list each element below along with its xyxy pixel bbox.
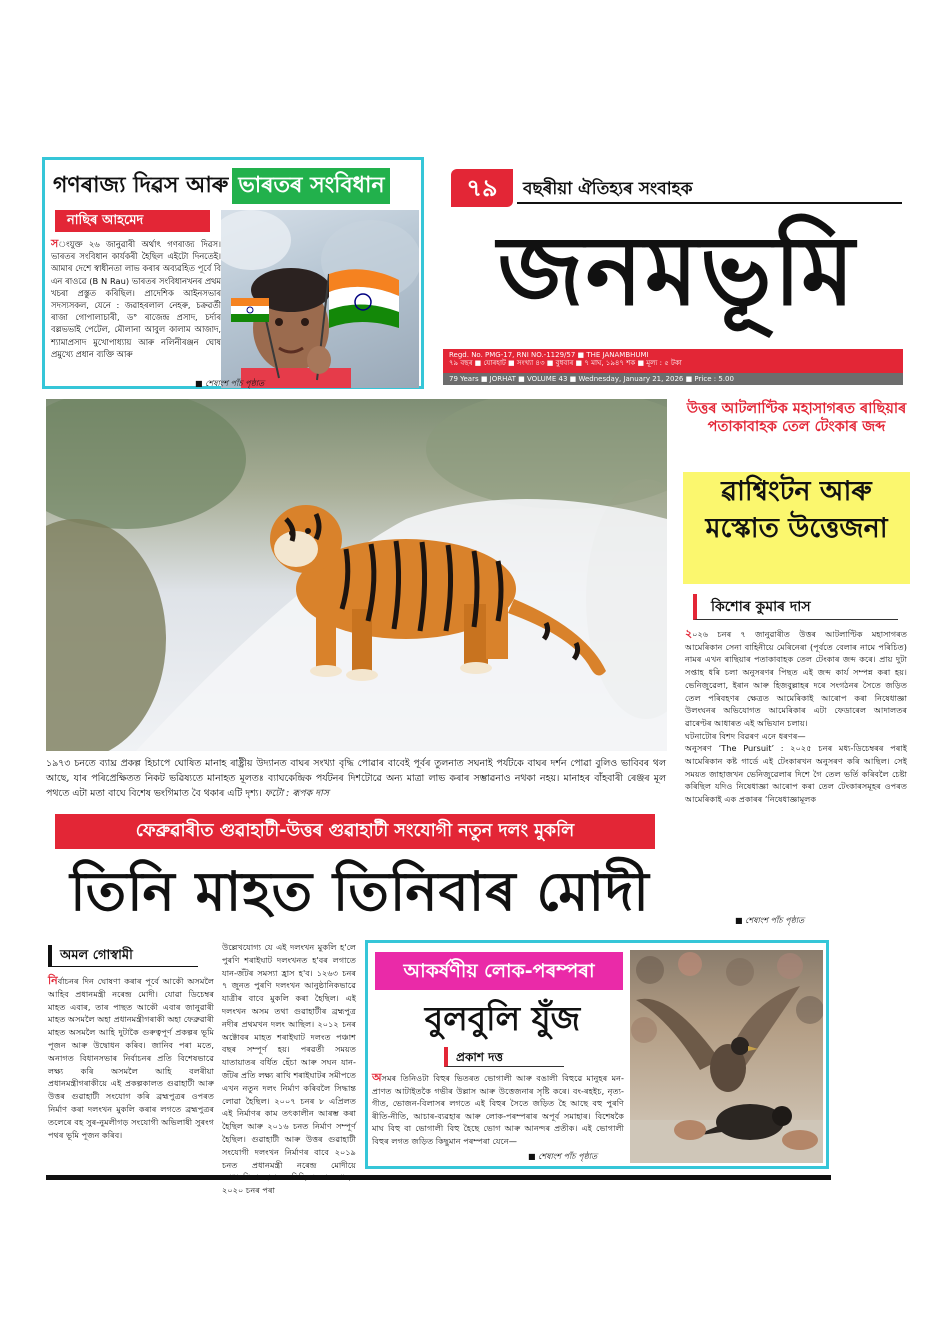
page-bottom-rule [46, 1175, 831, 1180]
child-flags-illustration [221, 210, 419, 388]
right-drop-cap: ২ [685, 627, 693, 640]
right-story-headline: ৱাশ্বিংটন আৰু মস্কোত উত্তেজনা [683, 472, 910, 584]
newspaper-name: জনমভূমি [497, 214, 857, 327]
masthead-info-bar [443, 349, 903, 373]
right-story-body [685, 628, 907, 806]
folk-body-text: সমৰ তিনিওটা বিহুৰ ভিতৰত ভোগালী আৰু বঙালী বিহুৱে মানুহৰ মন-প্ৰাণত আটাইতকৈ গভীৰ উল্লাস আৰু উত্তেজনাৰ সৃষ্টি কৰে। বং-ৰহইচ, নৃত্য-গীত, ভোজন-বিলাসৰ লগতে এই বিহুৰ সৈতে জড়িত হৈ আছে বহু পুৰণি ৰীতি-নীতি, আচাৰ-ব্যৱহাৰ আৰু লোক-পৰম্পৰাৰ অপূৰ্ব সমাহাৰ। বিশেষকৈ মাঘ বিহু বা ভোগালী বিহু হৈছে ভোগ আৰু আনন্দৰ প্ৰতীক। এই ভোগালী বিহুৰ লগত জড়িত কিছুমান পৰম্পৰা যেনে— [372, 1073, 624, 1146]
feature-author: নাছিৰ আহমেদ [55, 210, 210, 232]
tiger-caption [46, 756, 666, 801]
folk-feature-body [372, 1072, 624, 1147]
lead-story-author: অমল গোস্বামী [48, 945, 198, 967]
masthead-tagline: বছৰীয়া ঐতিহ্যৰ সংবাহক [523, 179, 693, 199]
feature-title [53, 168, 390, 204]
lead-story-column-1 [48, 975, 214, 1141]
feature-box-republic-day [42, 157, 424, 389]
folk-feature-headline: বুলবুলি যুঁজ [424, 999, 581, 1038]
right-story-kicker: উত্তৰ আটলাণ্টিক মহাসাগৰত ৰাছিয়াৰ পতাকাবাহক তেল টেংকাৰ জব্দ [686, 401, 907, 435]
feature-drop-cap: স [51, 237, 59, 250]
years-badge: ৭৯ [451, 169, 513, 207]
feature-body-text: ংযুক্ত ২৬ জানুৱাৰী অৰ্থাৎ গণৰাজ্য দিৱস। ভাৰতৰ সংবিধান কাৰ্যকৰী হৈছিল এইটো দিনতেই। আমাৰ দেশে স্বাধীনতা লাভ কৰাৰ অব্যৱহিত পূৰ্বে বি এন ৰাওৱে (B N Rau) ভাৰতৰ সংবিধানখনৰ প্ৰথম খচৰা প্ৰস্তুত কৰিছিল। প্ৰাদেশিক আইনসভাৰ সদস্যসকল, যেনে : জৱাহৰলাল নেহৰু, চক্ৰৱৰ্তী ৰাজা গোপালাচাৰী, ড° ৰাজেন্দ্ৰ প্ৰসাদ, চৰ্দাৰ বল্লভভাই পেটেল, মৌলানা আবুল কালাম আজাদ, শ্যামাপ্ৰসাদ মুখোপাধ্যায় আৰু নলিনীৰঞ্জন ঘোষ প্ৰমুখ্যে প্ৰধান ব্যক্তি আৰু [51, 239, 221, 359]
bridge-kicker: ফেব্ৰুৱাৰীত গুৱাহাটী-উত্তৰ গুৱাহাটী সংযোগী নতুন দলং মুকলি [55, 814, 655, 849]
lead-column-1-text: ৰ্বাচনৰ দিন ঘোষণা কৰাৰ পূৰ্বে আকৌ অসমলৈ আহিব প্ৰধানমন্ত্ৰী নৰেন্দ্ৰ মোদী। যোৱা ডিচেম্বৰ মাহত এবাৰ, তাৰ পাছত আকৌ এবাৰ জানুৱাৰী মাহত অসমলৈ অহা প্ৰধানমন্ত্ৰীগৰাকী অহা ফেব্ৰুৱাৰী মাহত অসমলৈ আহি দুটাকৈ গুৰুত্বপূৰ্ণ প্ৰকল্পৰ ভূমি পূজন আৰু উদ্বোধন কৰিব। জানিব পৰা মতে, অনাগত বিধানসভাৰ নিৰ্বাচনৰ প্ৰতি বিশেষভাৱে লক্ষ্য কৰি অসমলৈ আহি বলৰীয়া প্ৰধানমন্ত্ৰীগৰাকীয়ে এই প্ৰকল্পকালত গুৱাহাটী আৰু উত্তৰ গুৱাহাটী সংযোগ কৰি ব্ৰহ্মপুত্ৰৰ ওপৰত নিৰ্মাণ কৰা দলংখন মুকলি কৰাৰ লগতে ব্ৰহ্মপুত্ৰৰ তলেৰে বহ সুৰ-নুমলীগড় সংযোগী অভিলাষী সুৰংগ পথৰ ভূমি পূজন কৰিব। [48, 976, 214, 1140]
folk-drop-cap: অ [372, 1071, 382, 1084]
lead-drop-cap: নি [48, 974, 58, 987]
right-paragraph-2: ঘটনাটোৰ বিশদ বিৱৰণ এনে ধৰণৰ— [685, 730, 806, 741]
folk-feature-box [365, 940, 829, 1169]
right-paragraph-3: অনুসৰণ ‘The Pursuit’ : ২০২৫ চনৰ মধ্য-ডিচেম্বৰৰ পৰাই আমেৰিকান কষ্ট গাৰ্ডে এই টেংকাৰখন অনুসৰণ কৰি আছিল। সেই সময়ত জাহাজখন ভেনিজুৱেলাৰ দিশে গৈ তেল ভৰ্তি কৰিবলৈ চেষ্টা কৰিছিল যদিও নিষেধাজ্ঞা আৰোপ কৰা তেল টেংকাৰসমূহৰ ওপৰত আমেৰিকাই এক প্ৰকাৰৰ ‘নিষেধাজ্ঞামূলক [685, 743, 907, 805]
folk-feature-continued: ■ শেষাংশ পাঁচ পৃষ্ঠাত [528, 1152, 598, 1161]
registration-line: Regd. No. PMG-17, RNI NO.-1129/57 ■ THE JANAMBHUMI [449, 351, 649, 359]
feature-continued: ■ শেষাংশ পাঁচ পৃষ্ঠাত [195, 379, 265, 388]
masthead-rule [517, 202, 902, 204]
feature-body [51, 238, 221, 360]
tiger-photo [46, 399, 667, 751]
bulbul-birds-illustration [630, 950, 823, 1163]
right-story-author: কিশোৰ কুমাৰ দাস [693, 594, 898, 620]
tiger-caption-text: ১৯৭৩ চনতে ব্যাঘ্ৰ প্ৰকল্প হিচাপে ঘোষিত মানাহ ৰাষ্ট্ৰীয় উদ্যানত বাঘৰ সংখ্যা বৃদ্ধি পোৱাৰ বাবেই পূৰ্বৰ তুলনাত সঘনাই পৰ্যটকে বাঘৰ দৰ্শন পোৱা বুলিও ভাবিবৰ থল আছে, যাৰ পৰিপ্ৰেক্ষিতত নিকট ভৱিষ্যতে মানাহত মূলতঃ ব্যাঘকেন্দ্ৰিক পৰ্যটনৰ দিশটোৱে অন্য মাত্ৰা লাভ কৰাৰ সম্ভাৱনাও নথকা নহয়। মানাহৰ বাঁহবাৰী ৰেঞ্জৰ মূল পথতে এটা মতা বাঘে বিশেষ ভংগিমাত বৈ থকাৰ এটি দৃশ্য। [46, 758, 666, 799]
feature-title-part1: গণৰাজ্য দিৱস আৰু [53, 172, 229, 198]
issue-line-assamese: ৭৯ বছৰ ■ যোৰহাট ■ সংখ্যা ৪৩ ■ বুধবাৰ ■ ৭ মাঘ, ১৯৪৭ শক ■ মূল্য : ৫ টকা [449, 359, 682, 367]
right-story-continued: ■ শেষাংশ পাঁচ পৃষ্ঠাত [735, 916, 805, 925]
folk-feature-kicker: আকৰ্ষণীয় লোক-পৰম্পৰা [375, 952, 623, 990]
lead-story-column-2: উল্লেখযোগ্য যে এই দলংখন মুকলি হ'লে পুৰণি শৰাইঘাট দলংখনত হ'বৰ লগাতে যান-জঁটৰ সমস্যা হ্ৰাস হ'ব। ১২৬৩ চনৰ ৭ জুনত পুৰণি দলংখন আনুষ্ঠানিকভাৱে যাত্ৰীৰ বাবে মুকলি কৰা হৈছিল। এই দলংখন অসম তথা গুৱাহাটীৰ ব্ৰহ্মপুত্ৰ নদীৰ প্ৰথমখন দলং আছিল। ২০১২ চনৰ অক্টোবৰ মাহত শৰাইঘাট দলংত পঞ্চাশ বছৰ সম্পূৰ্ণ হয়। পৰৱৰ্তী সময়ত যাতায়াতৰ বৰ্ধিত হেঁচা আৰু সঘন যান-জঁটৰ প্ৰতি লক্ষ্য ৰাখি শৰাইঘাটৰ সমীপতে এখন নতুন দলং নিৰ্মাণ কৰিবলৈ সিদ্ধান্ত লোৱা হৈছিল। ২০০৭ চনৰ ৮ এপ্ৰিলত এই নিৰ্মাণৰ কাম তৎকালীন আৰম্ভ কৰা হৈছিল আৰু ২০১৬ চনত নিৰ্মাণ সম্পূৰ্ণ হৈছিল। গুৱাহাটী আৰু উত্তৰ গুৱাহাটী সংযোগী দলংখন নিৰ্মাণৰ বাবে ২০১৯ চনত প্ৰধানমন্ত্ৰী নৰেন্দ্ৰ মোদীয়ে ২০২০ চনৰ পৰা [222, 942, 356, 1196]
main-headline: তিনি মাহত তিনিবাৰ মোদী [70, 860, 650, 923]
feature-title-part2: ভাৰতৰ সংবিধান [232, 168, 390, 204]
tiger-illustration [46, 399, 667, 751]
right-story-paragraph [685, 628, 907, 730]
issue-line-english: 79 Years ■ JORHAT ■ VOLUME 43 ■ Wednesday, January 21, 2026 ■ Price : 5.00 [443, 373, 903, 385]
bulbul-fight-photo [630, 950, 823, 1163]
folk-feature-author: প্ৰকাশ দত্ত [444, 1047, 564, 1067]
child-with-flags-photo [221, 210, 419, 388]
right-paragraph-1: ০২৬ চনৰ ৭ জানুৱাৰীত উত্তৰ আটলাণ্টিক মহাসাগৰত আমেৰিকান সেনা বাহিনীয়ে মেৰিনেৰা (পূৰ্বতে বেলাৰ নামে পৰিচিত) নামৰ এখন ৰাছিয়াৰ পতাকাবাহক তেল টেংকাৰ জব্দ কৰে। প্ৰায় দুটা সপ্তাহ ধৰি চলা অনুসৰণৰ পিছত এই জব্দ কাৰ্য সম্পন্ন কৰা হয়। ভেনিজুৱেলা, ইৰান আৰু হিজবুল্লাহৰ দৰে সংগঠনৰ সৈতে জড়িত তেল পৰিবহণৰ ক্ষেত্ৰত আমেৰিকাই আৰোপ কৰা নিষেধাজ্ঞা উলংঘনৰ অভিযোগত আমেৰিকাৰ এটা ফেডাৰেল আদালতৰ ৱাৰেণ্টৰ আধাৰত এই অভিযান চলায়। [685, 629, 907, 728]
photo-credit: ফটো : ৰূপক দাস [264, 788, 329, 799]
